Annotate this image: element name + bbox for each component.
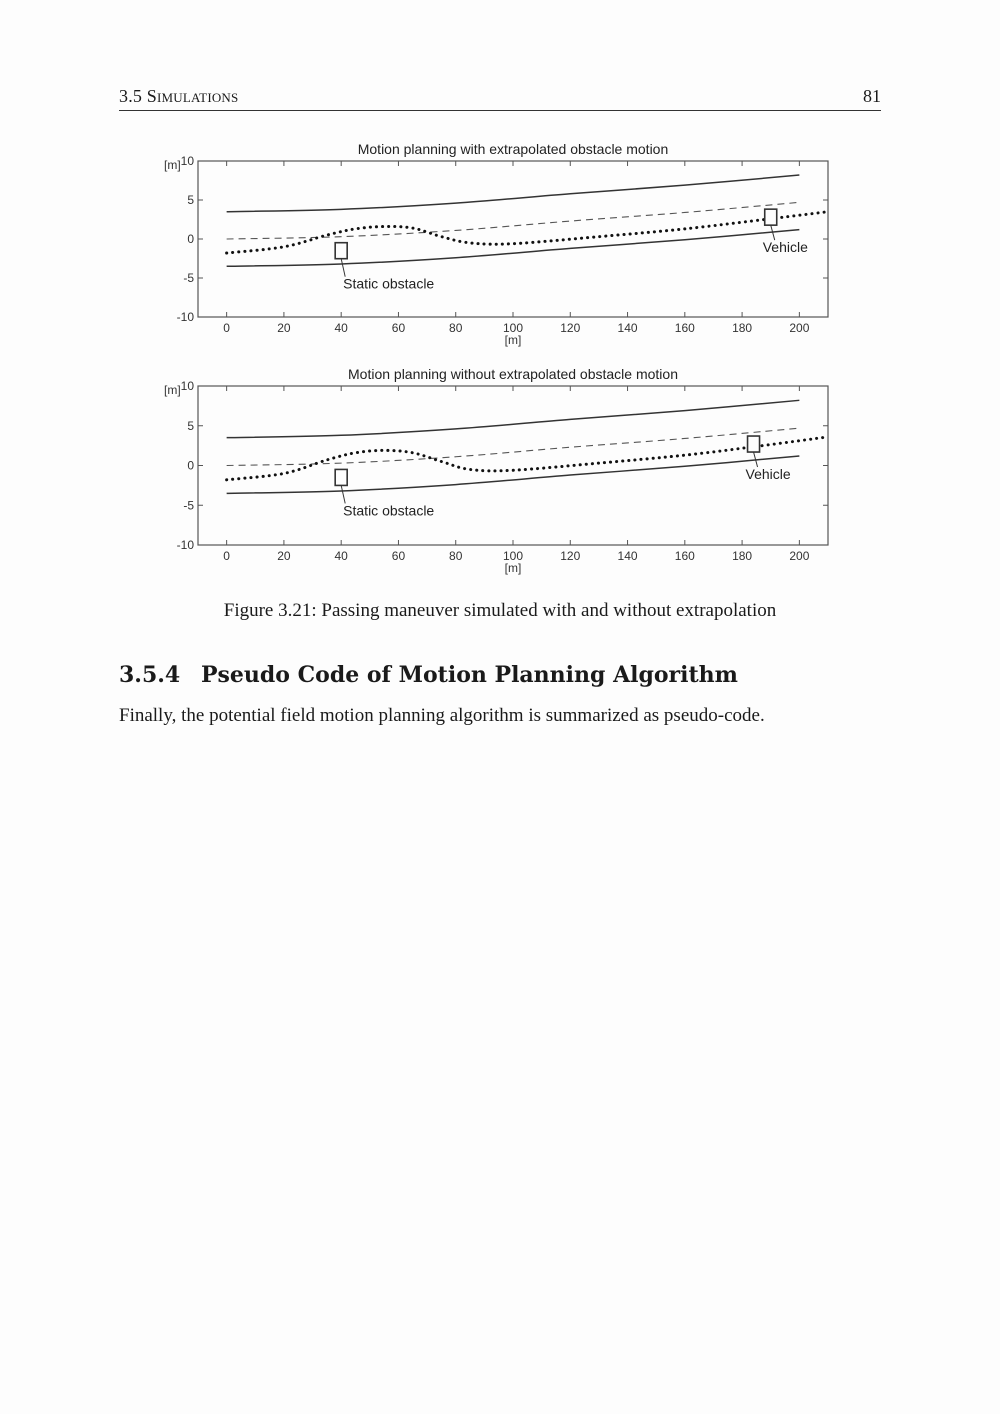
y-tick-label: 10 (180, 154, 194, 168)
series-centerline (227, 202, 800, 239)
figure-caption: Figure 3.21: Passing maneuver simulated with and without extrapolation (223, 600, 777, 621)
x-tick-label: 40 (334, 321, 348, 335)
section-heading (119, 662, 738, 688)
static-obstacle-marker (335, 469, 347, 485)
x-tick-label: 60 (391, 321, 406, 335)
vehicle-label: Vehicle (762, 239, 808, 256)
vehicle-marker (748, 436, 760, 452)
static-obstacle-leader (341, 259, 345, 277)
x-tick-label: 60 (391, 549, 406, 563)
x-tick-label: 160 (674, 321, 695, 335)
y-tick-label: 10 (180, 379, 194, 393)
x-tick-label: 180 (732, 321, 753, 335)
x-tick-label: 140 (617, 321, 638, 335)
static-obstacle-marker (335, 243, 347, 259)
running-header (119, 84, 881, 111)
static-obstacle-leader (341, 485, 345, 503)
page-number: 81 (863, 86, 881, 106)
y-tick-label: 0 (187, 458, 194, 473)
x-axis-label: [m] (504, 333, 522, 347)
static-obstacle-label: Static obstacle (343, 275, 435, 292)
y-tick-label: -5 (183, 271, 194, 285)
section-title: Pseudo Code of Motion Planning Algorithm (201, 662, 738, 688)
plot-frame (198, 161, 828, 317)
x-tick-label: 20 (277, 321, 291, 335)
x-tick-label: 40 (334, 549, 348, 563)
y-tick-label: 5 (187, 193, 194, 207)
x-tick-label: 140 (617, 549, 638, 563)
series-centerline (227, 428, 800, 465)
y-tick-label: 0 (187, 232, 194, 246)
series-vehicle-path (227, 212, 828, 256)
y-axis-label: [m] (164, 383, 181, 397)
x-tick-label: 0 (223, 321, 230, 335)
x-tick-label: 20 (277, 549, 291, 563)
vehicle-label: Vehicle (745, 466, 791, 483)
x-tick-label: 160 (674, 549, 695, 563)
y-tick-label: 5 (187, 418, 194, 433)
chart-panel-2 (164, 366, 828, 575)
x-axis-label: [m] (504, 561, 522, 575)
series-upper-road-boundary (227, 175, 800, 212)
section-number: 3.5.4 (119, 662, 181, 688)
header-section-title: 3.5 Simulations (119, 86, 239, 106)
x-tick-label: 100 (502, 549, 524, 563)
chart-title: Motion planning without extrapolated obstacle motion (348, 366, 678, 382)
chart-panel-1 (164, 141, 828, 347)
x-tick-label: 200 (789, 549, 810, 563)
y-tick-label: -10 (176, 310, 194, 324)
series-lower-road-boundary (227, 456, 800, 493)
figure-svg (150, 134, 840, 584)
static-obstacle-label: Static obstacle (343, 502, 435, 519)
x-tick-label: 120 (560, 321, 581, 335)
x-tick-label: 0 (223, 549, 230, 563)
x-tick-label: 180 (732, 549, 753, 563)
x-tick-label: 200 (789, 321, 810, 335)
y-tick-label: -10 (176, 538, 194, 552)
x-tick-label: 80 (449, 321, 463, 335)
plot-frame (198, 386, 828, 545)
x-tick-label: 100 (502, 321, 524, 335)
series-vehicle-path (227, 437, 828, 483)
series-upper-road-boundary (227, 400, 800, 437)
vehicle-marker (765, 209, 777, 225)
series-lower-road-boundary (227, 230, 800, 267)
y-tick-label: -5 (183, 498, 194, 513)
figure-3-21 (150, 134, 840, 584)
x-tick-label: 80 (449, 549, 463, 563)
y-axis-label: [m] (164, 158, 181, 172)
x-tick-label: 120 (560, 549, 581, 563)
body-paragraph: Finally, the potential field motion planning algorithm is summarized as pseudo-code. (119, 705, 765, 726)
chart-title: Motion planning with extrapolated obstacle motion (357, 141, 669, 157)
